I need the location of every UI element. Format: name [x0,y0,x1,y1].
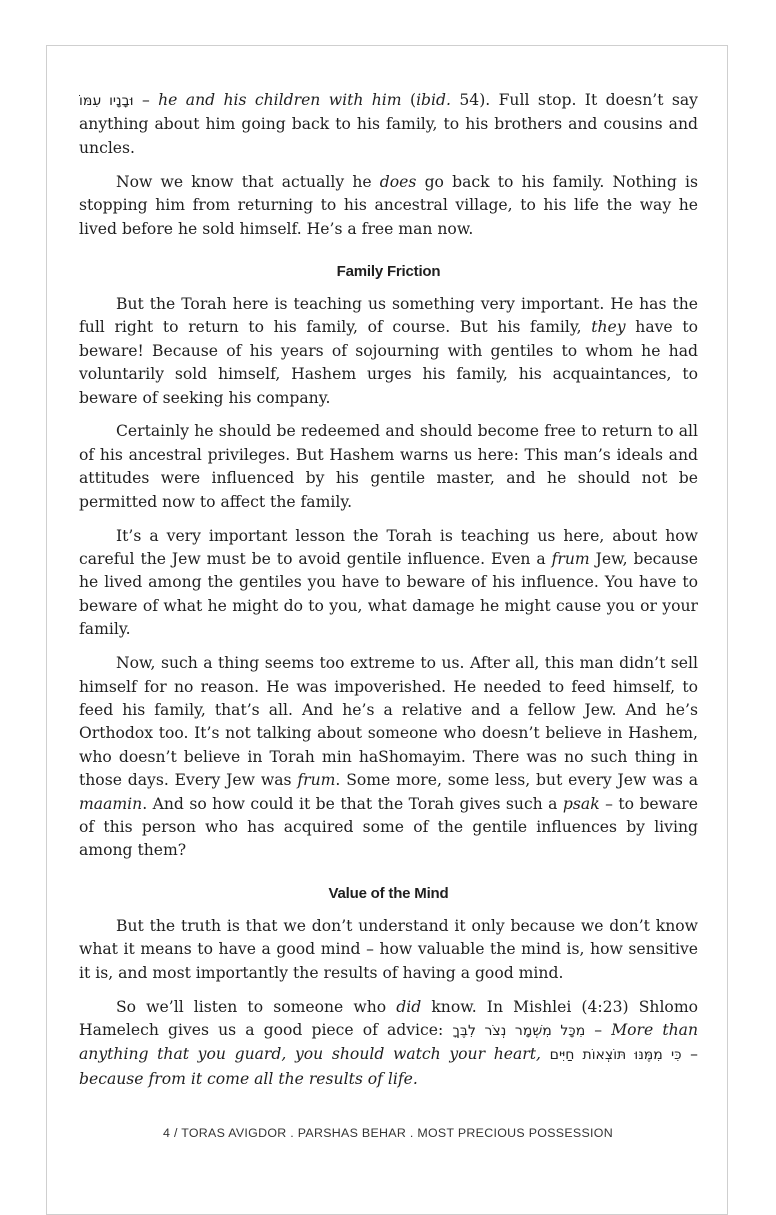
italic-text: did [396,997,422,1016]
italic-text: More than anything that you guard, you should watch your heart, [79,1020,698,1064]
dash: – [585,1020,612,1039]
paragraph-8 [79,996,698,1092]
paragraph-7: But the truth is that we don’t understand it only because we don’t know what it means to have a good mind – how valuable the mind is, how sensitive it is, and most importantly the results of having a good mind. [79,916,698,982]
hebrew-quote: מִכָּל מִשְׁמָר נְצֹר לִבֶּךָ [452,1022,586,1039]
hebrew-quote: וּבָנָיו עִמּוֹ [79,93,134,109]
text: go back to his family. Nothing is stopping him from returning to his ancestral village, to his life the way he lived before he sold himself. He’s a free man now. [79,172,698,238]
space [541,1045,550,1063]
text: Jew, because he lived among the gentiles you have to beware of his influence. You have to beware of what he might do to you, what damage he might cause you or your family. [79,550,698,639]
text: But the Torah here is teaching us something very important. He has the full right to return to his family, of course. But his family, [79,294,698,337]
dash: – [133,91,159,109]
text: . Some more, some less, but every Jew was a [335,771,698,790]
italic-text: because from it come all the results of life. [79,1069,418,1088]
paragraph-5 [79,525,698,642]
italic-text: maamin [79,794,143,813]
italic-text: psak [562,794,600,813]
dash: – [681,1045,698,1064]
text: have to beware! Because of his years of sojourning with gentiles to whom he had voluntarily sold himself, Hashem urges his family, his acquaintances, to beware of seeking his company. [79,318,698,407]
paragraph-4: Certainly he should be redeemed and should become free to return to all of his ancestral privileges. But Hashem warns us here: This man’s ideals and attitudes were influenced by his gentile master, and he should not be permitted now to affect the family. [79,422,698,511]
text: Now, such a thing seems too extreme to us. After all, this man didn’t sell himself for no reason. He was impoverished. He needed to feed himself, to feed his family, that’s all. And he’s a relative and a fellow Jew. And he’s Orthodox too. It’s not talking about someone who doesn’t believe in Hashem, who doesn’t believe in Torah min haShomayim. There was no such thing in those days. Every Jew was [79,654,698,790]
italic-text: frum [297,771,336,790]
text: . And so how could it be that the Torah gives such a [142,794,563,813]
paragraph-2 [79,171,698,241]
paragraph-3 [79,293,698,410]
section-heading-value-of-the-mind: Value of the Mind [328,884,449,902]
text: – to beware of this person who has acquired some of the gentile influences by living among them? [79,794,698,860]
italic-text: ibid. [416,91,451,109]
italic-text: they [591,318,626,337]
section-heading-family-friction: Family Friction [336,262,441,280]
text: 54). Full stop. It doesn’t say anything about him going back to his family, to his brothers and cousins and uncles. [79,91,698,157]
italic-text: he and his children with him [158,91,402,109]
page-footer: 4 / TORAS AVIGDOR . PARSHAS BEHAR . MOST PRECIOUS POSSESSION [163,1126,613,1140]
italic-text: does [379,172,417,191]
italic-text: frum [551,550,590,568]
text: ( [401,91,417,109]
text: So we’ll listen to someone who [116,997,397,1016]
text: It’s a very important lesson the Torah is teaching us here, about how careful the Jew must be to avoid gentile influence. Even a [79,526,698,568]
text: Now we know that actually he [116,172,380,191]
paragraph-6 [79,652,698,863]
paragraph-1 [79,89,698,160]
page-body [79,89,698,1102]
text: know. In Mishlei (4:23) Shlomo Hamelech gives us a good piece of advice: [79,997,698,1039]
hebrew-quote: כִּי מִמֶּנּוּ תּוֹצְאוֹת חַיִּים [549,1047,682,1064]
